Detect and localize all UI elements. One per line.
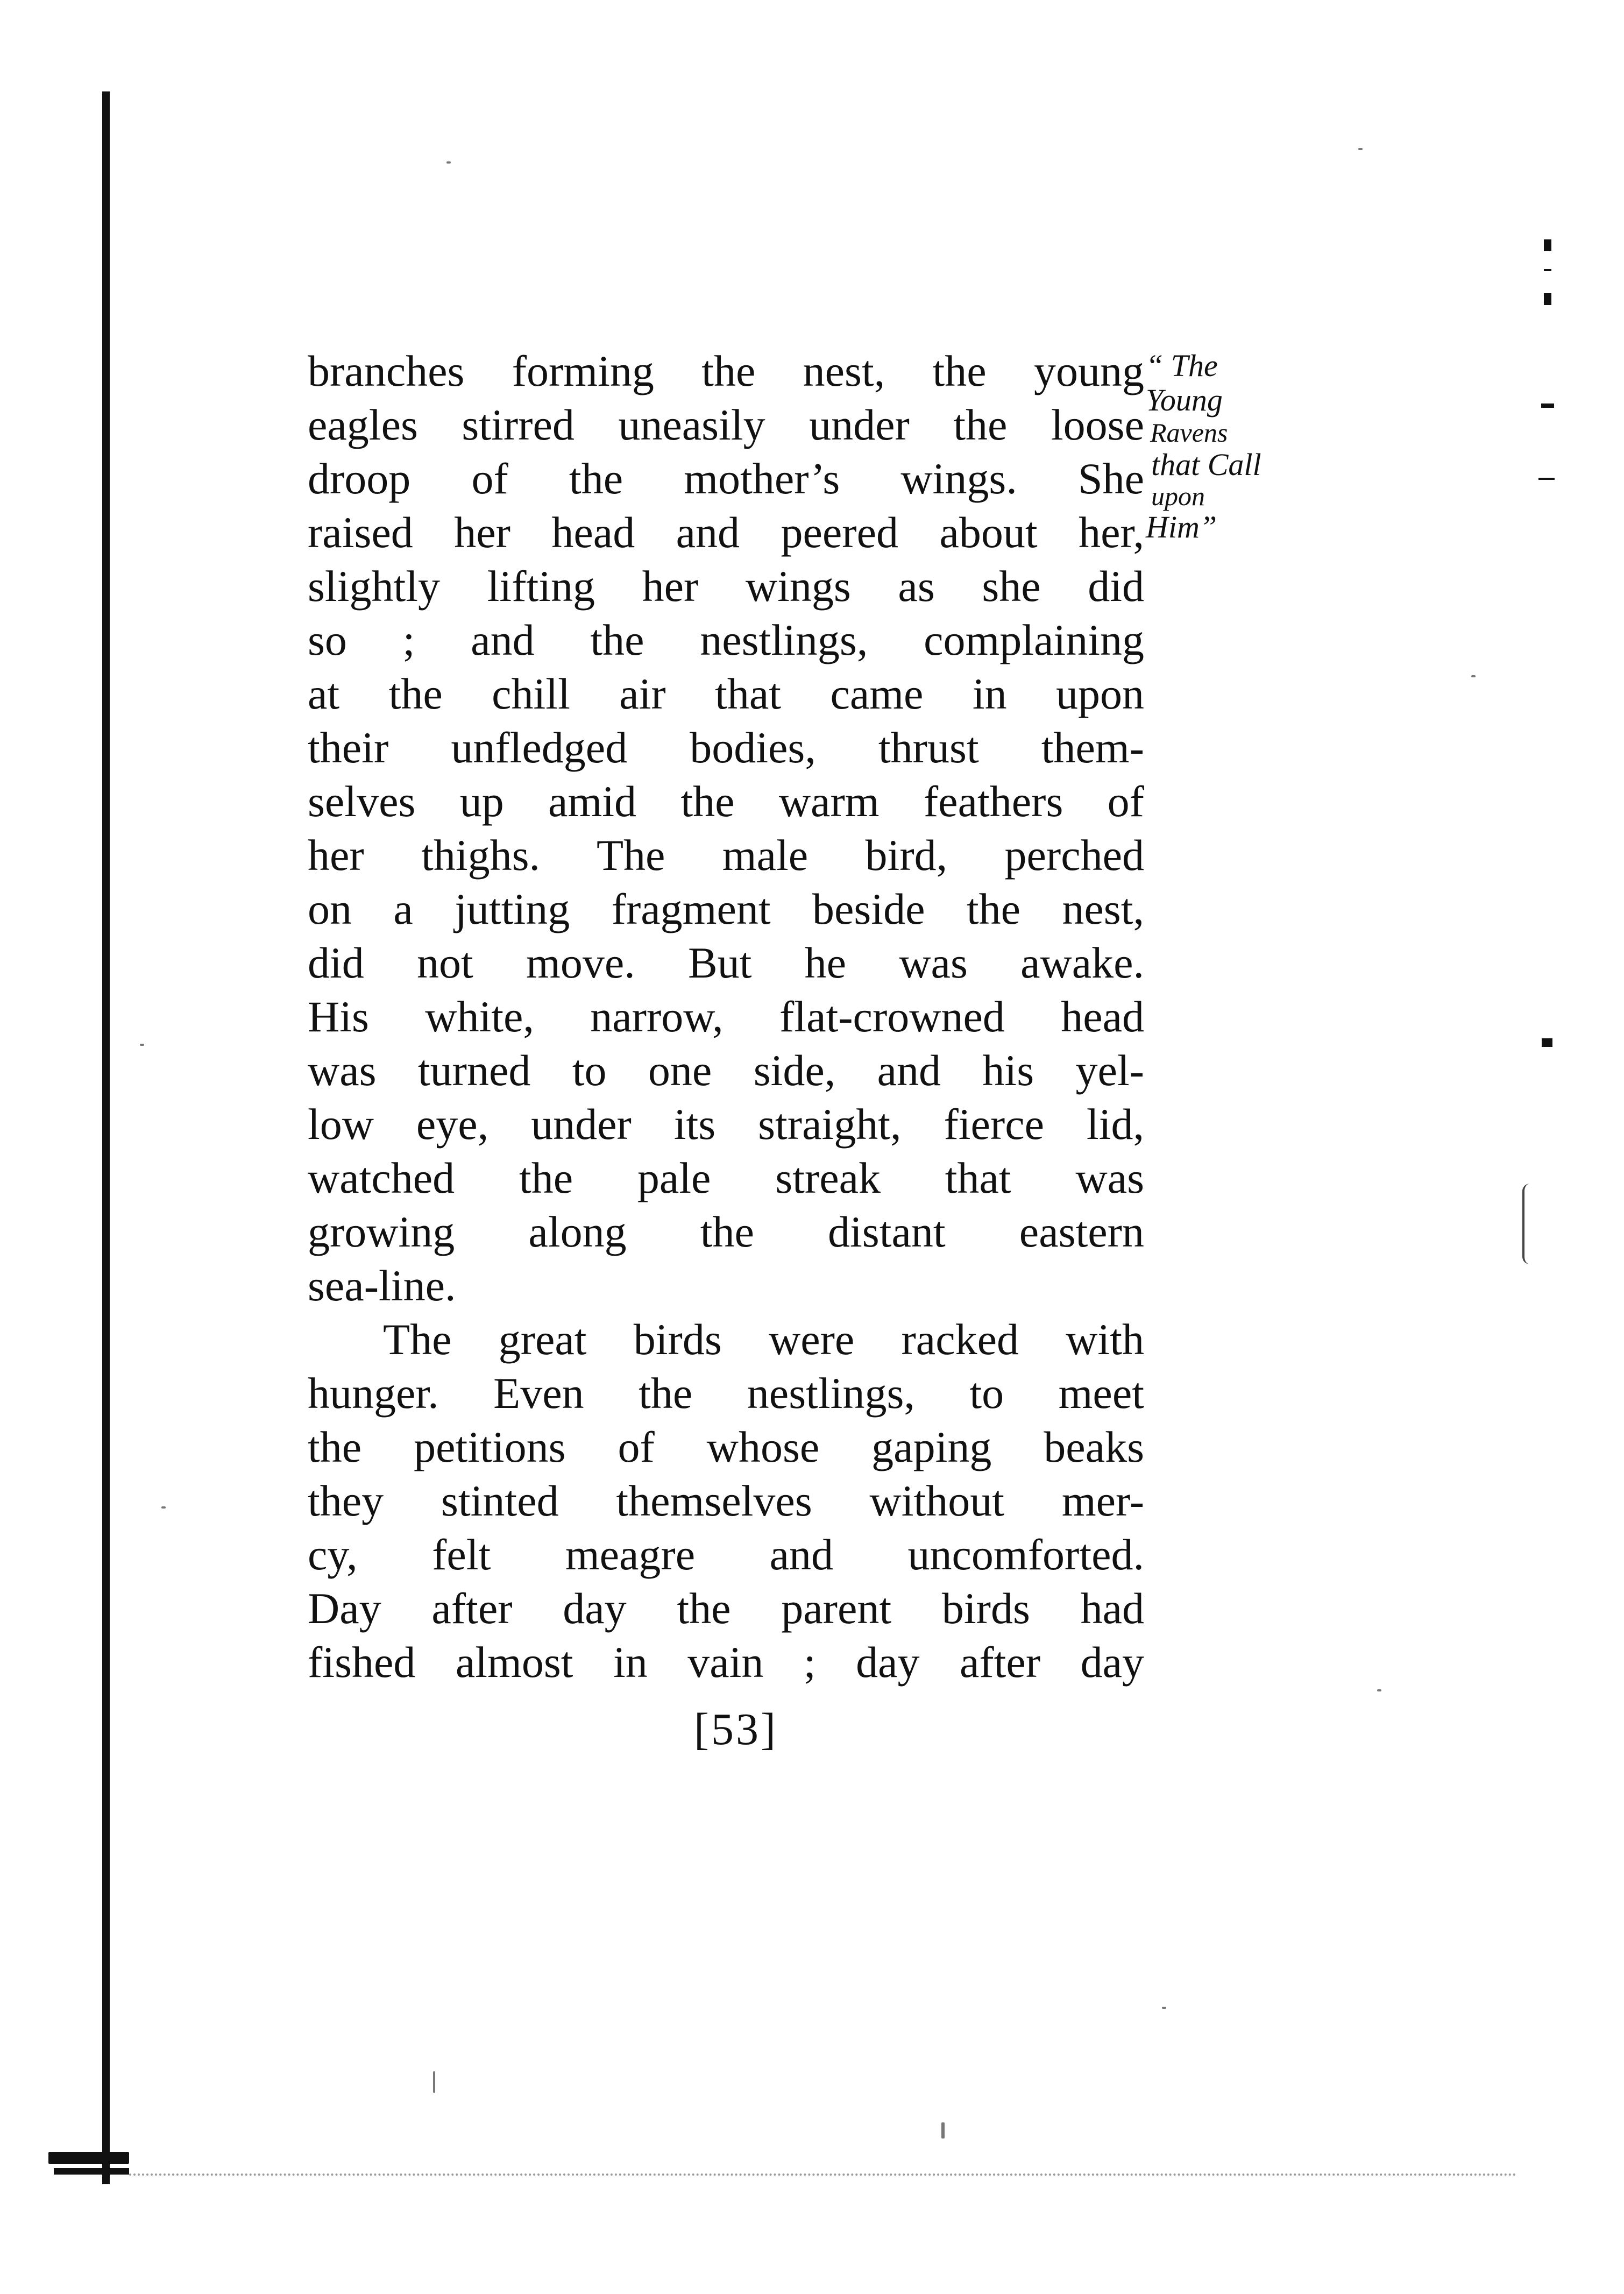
text-line: on a jutting fragment beside the nest, (308, 884, 1144, 933)
margin-note-line: Ravens (1150, 417, 1228, 448)
margin-note (1146, 349, 1329, 544)
edge-mark (1541, 403, 1554, 408)
margin-note-line: upon (1151, 481, 1205, 511)
margin-note-line: Young (1146, 383, 1223, 417)
text-line: did not move. But he was awake. (308, 938, 1144, 987)
text-line: so ; and the nestlings, complaining (308, 615, 1144, 664)
edge-mark (1542, 1038, 1552, 1047)
text-line: hunger. Even the nestlings, to meet (308, 1369, 1144, 1418)
binding-edge-foot-shadow (54, 2168, 129, 2175)
edge-bracket (1522, 1184, 1538, 1264)
scan-speck (446, 161, 451, 164)
scan-speck (1377, 1689, 1381, 1691)
scan-speck (941, 2122, 945, 2139)
text-line: the petitions of whose gaping beaks (308, 1422, 1144, 1471)
text-line: cy, felt meagre and uncomforted. (308, 1530, 1144, 1579)
text-line: fished almost in vain ; day after day (308, 1638, 1144, 1687)
text-line: they stinted themselves without mer- (308, 1476, 1144, 1525)
binding-edge (102, 91, 110, 2184)
text-line: at the chill air that came in upon (308, 669, 1144, 718)
page-bottom-edge (129, 2173, 1517, 2176)
margin-note-line: “ The (1146, 348, 1218, 383)
text-line: Day after day the parent birds had (308, 1584, 1144, 1633)
text-line: eagles stirred uneasily under the loose (308, 400, 1144, 449)
text-line: her thighs. The male bird, perched (308, 831, 1144, 880)
text-line: their unfledged bodies, thrust them- (308, 723, 1144, 772)
edge-mark (1544, 239, 1551, 251)
text-line: was turned to one side, and his yel- (308, 1046, 1144, 1095)
margin-note-line: Him” (1146, 509, 1217, 544)
scan-speck (161, 1506, 166, 1509)
scan-speck (1471, 675, 1476, 677)
text-line: growing along the distant eastern (308, 1207, 1144, 1256)
body-text (308, 344, 1144, 1689)
binding-edge-foot (48, 2152, 129, 2164)
text-line: His white, narrow, flat-crowned head (308, 992, 1144, 1041)
text-line-paragraph-start: The great birds were racked with (383, 1315, 1144, 1364)
scan-speck (433, 2071, 435, 2093)
page-number: [53] (694, 1704, 778, 1754)
text-line-paragraph-end: sea-line. (308, 1261, 456, 1310)
text-line: watched the pale streak that was (308, 1153, 1144, 1202)
edge-mark (1538, 478, 1555, 480)
text-line: droop of the mother’s wings. She (308, 454, 1144, 503)
text-line: low eye, under its straight, fierce lid, (308, 1100, 1144, 1149)
scan-speck (1162, 2007, 1166, 2009)
edge-mark (1544, 269, 1551, 271)
text-line: slightly lifting her wings as she did (308, 562, 1144, 611)
text-line: selves up amid the warm feathers of (308, 777, 1144, 826)
scan-speck (1358, 148, 1363, 150)
margin-note-line: that Call (1151, 447, 1261, 482)
text-line: raised her head and peered about her, (308, 508, 1144, 557)
edge-mark (1544, 293, 1551, 305)
text-line: branches forming the nest, the young (308, 346, 1144, 395)
scan-speck (140, 1044, 144, 1046)
